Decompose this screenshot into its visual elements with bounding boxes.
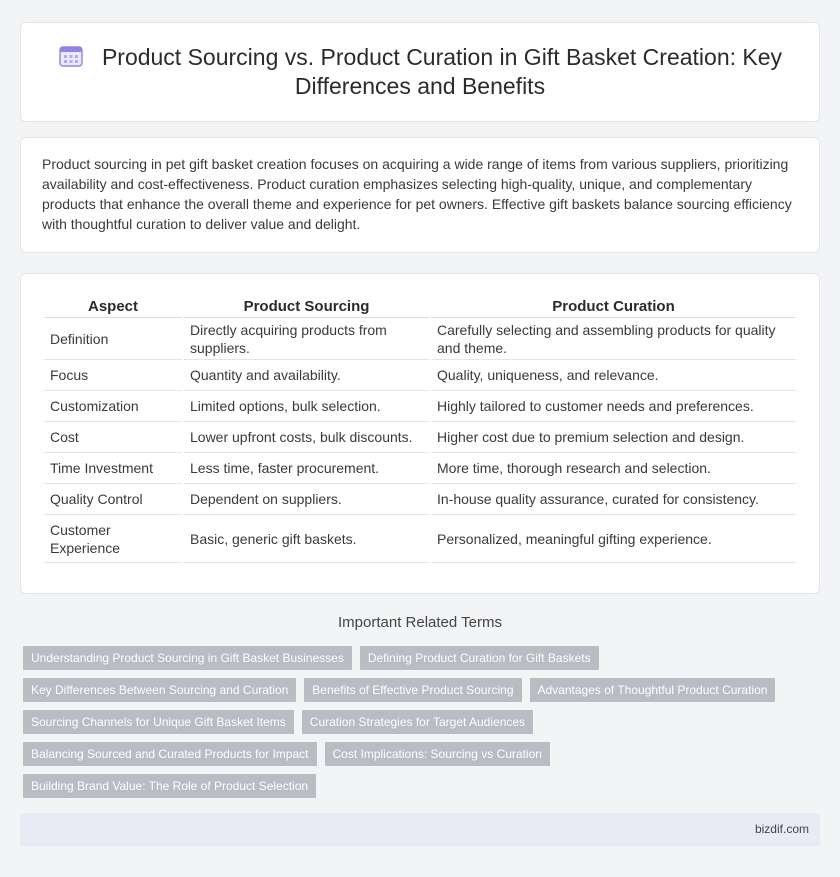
table-row bbox=[44, 360, 796, 391]
table-cell: Lower upfront costs, bulk discounts. bbox=[184, 422, 429, 453]
tag-row bbox=[23, 774, 803, 806]
related-term-tag[interactable]: Key Differences Between Sourcing and Curation bbox=[23, 678, 296, 702]
related-terms-title: Important Related Terms bbox=[338, 614, 502, 631]
intro-card bbox=[20, 137, 820, 253]
table-cell: Quantity and availability. bbox=[184, 360, 429, 391]
comparison-card bbox=[20, 273, 820, 594]
tag-row bbox=[23, 678, 803, 710]
related-term-tag[interactable]: Benefits of Effective Product Sourcing bbox=[304, 678, 521, 702]
table-cell: Directly acquiring products from suppliers. bbox=[184, 318, 429, 360]
intro-paragraph: Product sourcing in pet gift basket creation focuses on acquiring a wide range of items from various suppliers, prioritizing availability and cost-effectiveness. Product curation emphasizes selecting high-quality, unique, and complementary products that enhance the overall theme and experience for pet owners. Effective gift baskets balance sourcing efficiency with thoughtful curation to deliver value and delight. bbox=[42, 156, 792, 232]
related-term-tag[interactable]: Defining Product Curation for Gift Baskets bbox=[360, 646, 599, 670]
table-cell: Definition bbox=[44, 318, 182, 360]
table-cell: Higher cost due to premium selection and design. bbox=[431, 422, 796, 453]
page-title: Product Sourcing vs. Product Curation in Gift Basket Creation: Key Differences and Benefits bbox=[101, 44, 783, 99]
table-cell: Customization bbox=[44, 391, 182, 422]
header-product-curation: Product Curation bbox=[431, 296, 796, 318]
table-cell: Less time, faster procurement. bbox=[184, 453, 429, 484]
header-aspect: Aspect bbox=[44, 296, 182, 318]
table-row bbox=[44, 318, 796, 360]
table-cell: Limited options, bulk selection. bbox=[184, 391, 429, 422]
tag-row bbox=[23, 710, 803, 742]
table-cell: Focus bbox=[44, 360, 182, 391]
table-cell: Quality, uniqueness, and relevance. bbox=[431, 360, 796, 391]
related-term-tag[interactable]: Balancing Sourced and Curated Products for Impact bbox=[23, 742, 317, 766]
tag-row bbox=[23, 742, 803, 774]
footer bbox=[20, 813, 820, 846]
tag-row bbox=[23, 646, 803, 678]
table-row bbox=[44, 391, 796, 422]
table-cell: In-house quality assurance, curated for consistency. bbox=[431, 484, 796, 515]
table-cell: Carefully selecting and assembling products for quality and theme. bbox=[431, 318, 796, 360]
table-row bbox=[44, 422, 796, 453]
table-header-row bbox=[44, 296, 796, 318]
table-cell: More time, thorough research and selection. bbox=[431, 453, 796, 484]
table-cell: Highly tailored to customer needs and preferences. bbox=[431, 391, 796, 422]
calendar-icon bbox=[58, 44, 84, 68]
related-term-tag[interactable]: Sourcing Channels for Unique Gift Basket Items bbox=[23, 710, 294, 734]
related-term-tag[interactable]: Curation Strategies for Target Audiences bbox=[302, 710, 533, 734]
related-terms-list bbox=[23, 646, 803, 806]
header-product-sourcing: Product Sourcing bbox=[184, 296, 429, 318]
related-term-tag[interactable]: Cost Implications: Sourcing vs Curation bbox=[325, 742, 550, 766]
footer-site-link[interactable]: bizdif.com bbox=[754, 822, 809, 836]
table-row bbox=[44, 515, 796, 563]
table-row bbox=[44, 453, 796, 484]
table-cell: Basic, generic gift baskets. bbox=[184, 515, 429, 563]
table-cell: Customer Experience bbox=[44, 515, 182, 563]
table-cell: Cost bbox=[44, 422, 182, 453]
related-term-tag[interactable]: Understanding Product Sourcing in Gift Basket Businesses bbox=[23, 646, 352, 670]
table-cell: Time Investment bbox=[44, 453, 182, 484]
table-cell: Quality Control bbox=[44, 484, 182, 515]
table-cell: Dependent on suppliers. bbox=[184, 484, 429, 515]
table-cell: Personalized, meaningful gifting experience. bbox=[431, 515, 796, 563]
related-term-tag[interactable]: Building Brand Value: The Role of Product Selection bbox=[23, 774, 316, 798]
table-row bbox=[44, 484, 796, 515]
comparison-table bbox=[42, 296, 798, 563]
page-title-wrapper bbox=[21, 43, 819, 101]
related-term-tag[interactable]: Advantages of Thoughtful Product Curation bbox=[530, 678, 776, 702]
header-card bbox=[20, 22, 820, 122]
